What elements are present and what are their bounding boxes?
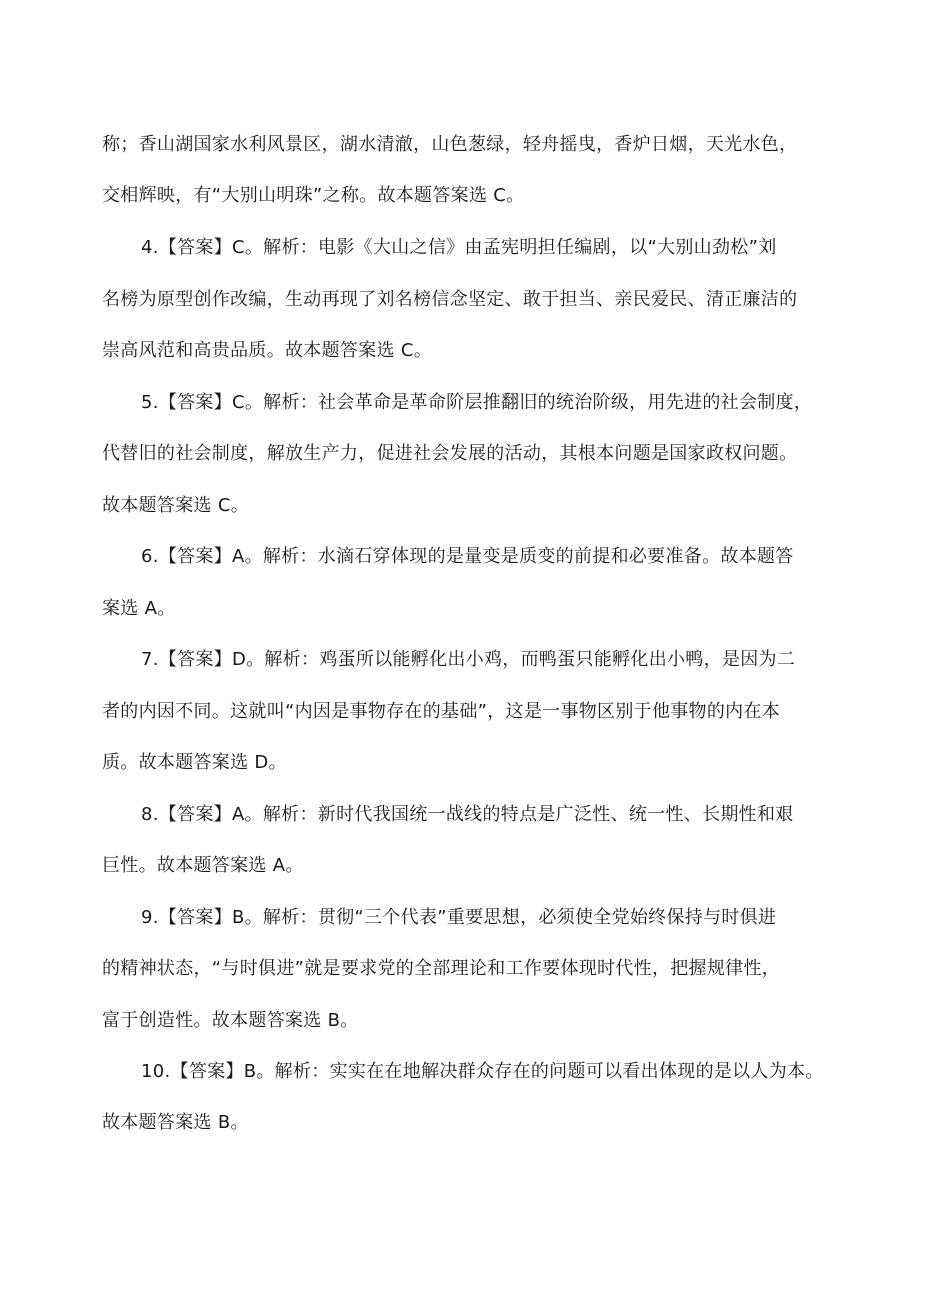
answer-4-line: 4.【答案】C。解析：电影《大山之信》由孟宪明担任编剧，以“大别山劲松”刘 — [141, 237, 777, 258]
text-line: 交相辉映，有“大别山明珠”之称。故本题答案选 C。 — [102, 185, 525, 206]
text-line: 的精神状态，“与时俱进”就是要求党的全部理论和工作要体现时代性，把握规律性， — [102, 958, 781, 979]
text-line: 名榜为原型创作改编，生动再现了刘名榜信念坚定、敢于担当、亲民爱民、清正廉洁的 — [102, 289, 798, 310]
text-line: 称；香山湖国家水利风景区，湖水清澈，山色葱绿，轻舟摇曳，香炉日烟，天光水色， — [102, 134, 798, 155]
text-line: 代替旧的社会制度，解放生产力，促进社会发展的活动，其根本问题是国家政权问题。 — [102, 443, 798, 464]
text-line: 者的内因不同。这就叫“内因是事物存在的基础”，这是一事物区别于他事物的内在本 — [102, 701, 781, 722]
text-line: 富于创造性。故本题答案选 B。 — [102, 1010, 359, 1031]
answer-8-line: 8.【答案】A。解析：新时代我国统一战线的特点是广泛性、统一性、长期性和艰 — [141, 804, 794, 825]
answer-10-line: 10.【答案】B。解析：实实在在地解决群众存在的问题可以看出体现的是以人为本。 — [141, 1061, 824, 1082]
answer-9-line: 9.【答案】B。解析：贯彻“三个代表”重要思想，必须使全党始终保持与时俱进 — [141, 907, 777, 928]
text-line: 巨性。故本题答案选 A。 — [102, 855, 304, 876]
answer-5-line: 5.【答案】C。解析：社会革命是革命阶层推翻旧的统治阶级，用先进的社会制度， — [141, 392, 813, 413]
text-line: 崇高风范和高贵品质。故本题答案选 C。 — [102, 340, 432, 361]
text-line: 案选 A。 — [102, 598, 176, 619]
text-line: 故本题答案选 C。 — [102, 495, 249, 516]
answer-7-line: 7.【答案】D。解析：鸡蛋所以能孵化出小鸡，而鸭蛋只能孵化出小鸭，是因为二 — [141, 649, 796, 670]
text-line: 质。故本题答案选 D。 — [102, 752, 287, 773]
answer-6-line: 6.【答案】A。解析：水滴石穿体现的是量变是质变的前提和必要准备。故本题答 — [141, 546, 794, 567]
text-line: 故本题答案选 B。 — [102, 1112, 249, 1133]
